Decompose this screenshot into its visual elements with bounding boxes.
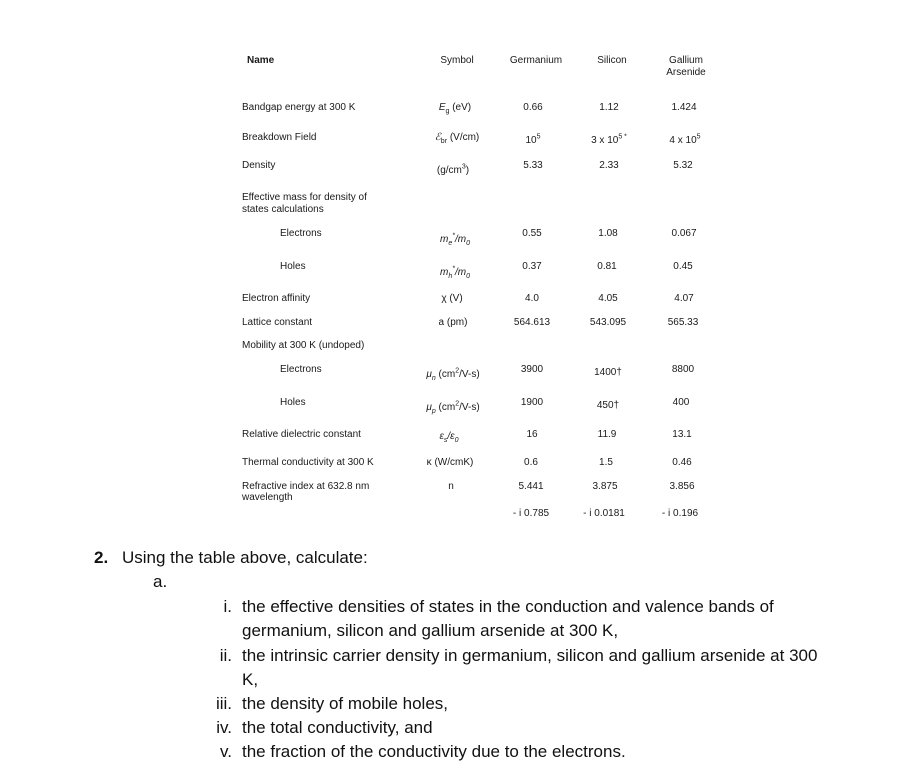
- row-electrons-mob-gaas: 8800: [671, 364, 695, 375]
- row-thermal-ge: 0.6: [524, 457, 538, 468]
- row-density-gaas: 5.32: [673, 160, 693, 171]
- row-affinity-symbol: χ (V): [441, 293, 463, 304]
- header-gaas-line1: Gallium: [669, 55, 703, 66]
- row-breakdown-symbol: ℰ$_{br}$ (V/cm): [434, 132, 480, 145]
- row-holes-mob-si: 450†: [596, 400, 620, 411]
- row-effmass-line2: states calculations: [242, 204, 324, 215]
- question-item-1-num: i.: [223, 597, 232, 616]
- header-silicon: Silicon: [597, 55, 627, 66]
- row-holes-mob-gaas: 400: [672, 397, 690, 408]
- row-bandgap-gaas: 1.424: [671, 102, 697, 113]
- row-holes-mob-name: Holes: [280, 397, 306, 408]
- row-density-ge: 5.33: [523, 160, 543, 171]
- question-item-3-text: the density of mobile holes,: [242, 694, 449, 713]
- header-germanium: Germanium: [509, 55, 563, 66]
- row-breakdown-ge: $10^5$: [525, 133, 541, 146]
- row-thermal-name: Thermal conductivity at 300 K: [242, 457, 374, 468]
- row-electrons-mass-si: 1.08: [598, 228, 618, 239]
- row-density-si: 2.33: [599, 160, 619, 171]
- row-holes-mob-symbol: $\mu_p$ $(cm^2/V-s)$: [426, 400, 480, 415]
- row-affinity-si: 4.05: [598, 293, 618, 304]
- row-holes-mass-symbol: $m_h^*/m_0$: [440, 265, 470, 280]
- question-item-1-text: the effective densities of states in the conduction and valence bands of germanium, silicon and gallium arsenide at 300 K,: [242, 597, 774, 640]
- row-bandgap-symbol: $E_g$ (eV): [438, 102, 472, 115]
- row-affinity-name: Electron affinity: [242, 293, 311, 304]
- row-lattice-gaas: 565.33: [667, 317, 699, 328]
- row-dielectric-gaas: 13.1: [672, 429, 692, 440]
- question-sub-label: a.: [153, 572, 168, 591]
- row-refractive-symbol: n: [448, 481, 454, 492]
- row-dielectric-si: 11.9: [597, 429, 617, 440]
- row-electrons-mass-ge: 0.55: [522, 228, 542, 239]
- row-dielectric-name: Relative dielectric constant: [242, 429, 361, 440]
- question-item-4-num: iv.: [216, 718, 232, 737]
- row-dielectric-ge: 16: [526, 429, 538, 440]
- row-bandgap-name: Bandgap energy at 300 K: [242, 102, 356, 113]
- row-breakdown-name: Breakdown Field: [242, 132, 317, 143]
- question-item-3-num: iii.: [215, 694, 232, 713]
- row-refractive-line2: wavelength: [242, 492, 293, 503]
- row-dielectric-symbol: $\varepsilon_s/\varepsilon_0$: [439, 431, 459, 444]
- row-electrons-mob-ge: 3900: [520, 364, 544, 375]
- row-effmass-line1: Effective mass for density of: [242, 192, 367, 203]
- row-extra-ge: - i 0.785: [512, 508, 550, 519]
- row-thermal-si: 1.5: [599, 457, 613, 468]
- row-affinity-gaas: 4.07: [674, 293, 694, 304]
- row-refractive-si: 3.875: [592, 481, 618, 492]
- header-gaas-line2: Arsenide: [666, 67, 706, 78]
- row-affinity-ge: 4.0: [525, 293, 539, 304]
- row-breakdown-si: 3 x $10^{5 *}$: [591, 133, 627, 146]
- row-electrons-mass-symbol: $m_e^*/m_0$: [440, 232, 470, 247]
- row-extra-gaas: - i 0.196: [661, 508, 699, 519]
- row-bandgap-si: 1.12: [599, 102, 619, 113]
- question-number: 2.: [94, 548, 109, 567]
- row-electrons-mob-symbol: $\mu_n$ $(cm^2/V-s)$: [426, 367, 480, 382]
- row-electrons-mass-gaas: 0.067: [671, 228, 697, 239]
- row-holes-mass-name: Holes: [280, 261, 306, 272]
- row-holes-mass-si: 0.81: [597, 261, 617, 272]
- row-lattice-symbol: a (pm): [438, 317, 468, 328]
- row-electrons-mass-name: Electrons: [280, 228, 322, 239]
- row-holes-mass-gaas: 0.45: [673, 261, 693, 272]
- row-lattice-si: 543.095: [589, 317, 627, 328]
- row-breakdown-gaas: 4 x $10^5$: [669, 133, 701, 146]
- row-thermal-symbol: κ (W/cmK): [426, 457, 474, 468]
- question-text: Using the table above, calculate:: [122, 548, 368, 567]
- question-item-2-text: the intrinsic carrier density in germanium, silicon and gallium arsenide at 300 K,: [242, 646, 818, 689]
- question-item-5-text: the fraction of the conductivity due to the electrons.: [242, 742, 626, 761]
- row-thermal-gaas: 0.46: [672, 457, 692, 468]
- header-name: Name: [247, 55, 275, 66]
- row-refractive-ge: 5.441: [518, 481, 544, 492]
- row-extra-si: - i 0.0181: [583, 508, 625, 519]
- question-item-4-text: the total conductivity, and: [242, 718, 433, 737]
- row-mobility-name: Mobility at 300 K (undoped): [242, 340, 365, 351]
- row-holes-mass-ge: 0.37: [522, 261, 542, 272]
- header-symbol: Symbol: [440, 55, 474, 66]
- row-refractive-gaas: 3.856: [669, 481, 695, 492]
- question-item-2-num: ii.: [219, 646, 232, 665]
- row-density-symbol: $(g/cm^3)$: [436, 163, 470, 176]
- row-holes-mob-ge: 1900: [520, 397, 544, 408]
- row-lattice-ge: 564.613: [513, 317, 551, 328]
- question-item-5-num: v.: [220, 742, 232, 761]
- row-electrons-mob-si: 1400†: [594, 367, 622, 378]
- row-bandgap-ge: 0.66: [523, 102, 543, 113]
- row-refractive-line1: Refractive index at 632.8 nm: [242, 481, 370, 492]
- row-lattice-name: Lattice constant: [242, 317, 313, 328]
- row-electrons-mob-name: Electrons: [280, 364, 322, 375]
- row-density-name: Density: [242, 160, 276, 171]
